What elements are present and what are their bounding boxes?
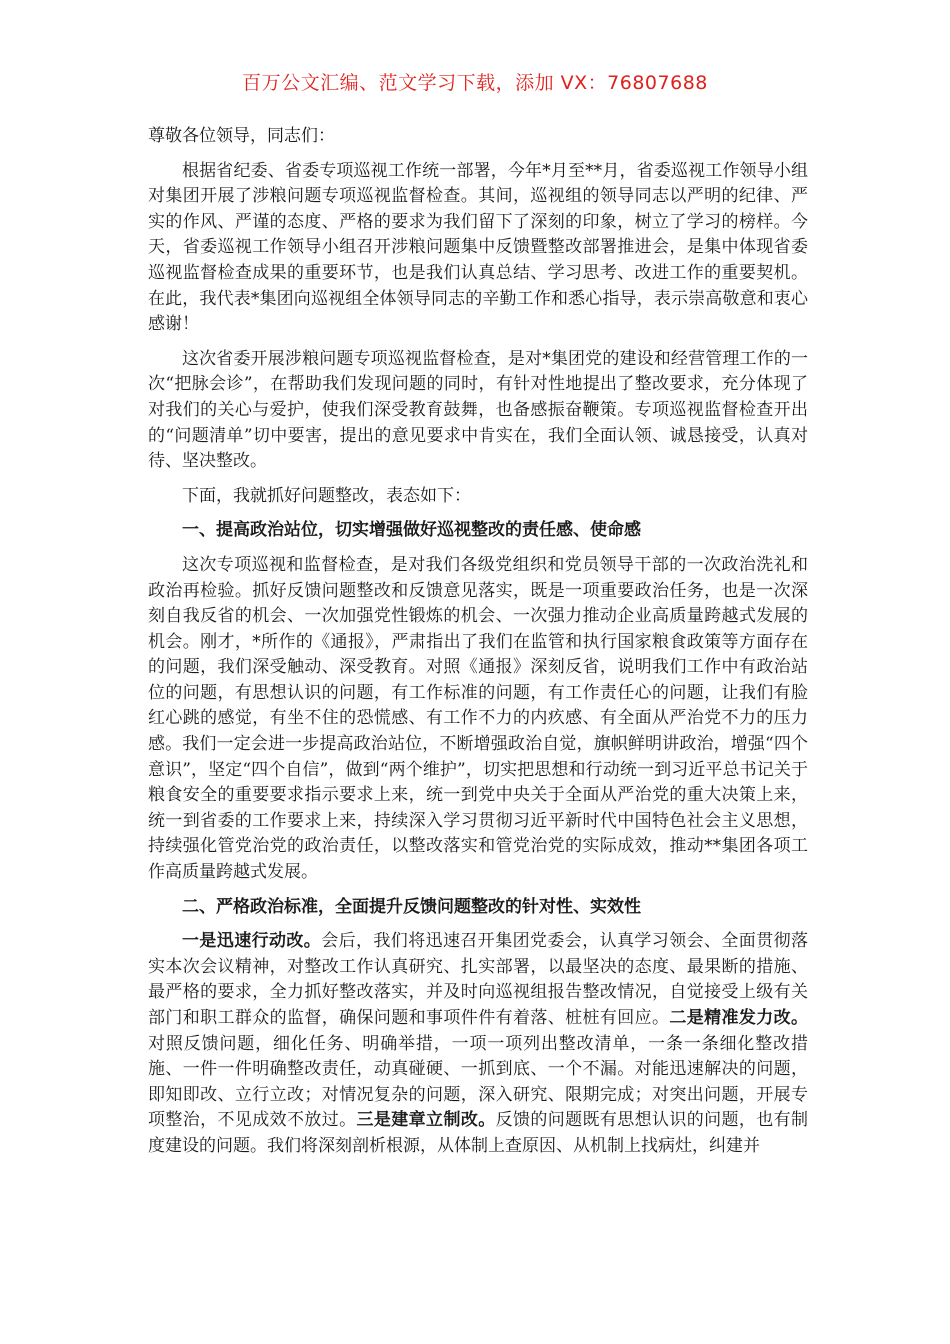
- point-1-lead: 一是迅速行动改。: [182, 931, 322, 952]
- point-2-text: 对照反馈问题，细化任务、明确举措，一项一项列出整改清单，一条一条细化整改措施、一件一件明确整改责任，动真碰硬、一抓到底、一个不漏。对能迅速解决的问题，即知即改、立行立改；对情况复杂的问题，深入研究、限期完成；对突出问题，开展专项整治，不见成效不放过。: [148, 1033, 808, 1131]
- paragraph-5: [148, 929, 808, 1159]
- point-2-lead: 二是精准发力改。: [669, 1008, 809, 1028]
- paragraph-4: 这次专项巡视和监督检查，是对我们各级党组织和党员领导干部的一次政治洗礼和政治再检验。抓好反馈问题整改和反馈意见落实，既是一项重要政治任务，也是一次深刻自我反省的机会、一次加强党性锻炼的机会、一次强力推动企业高质量跨越式发展的机会。刚才，*所作的《通报》，严肃指出了我们在监管和执行国家粮食政策等方面存在的问题，我们深受触动、深受教育。对照《通报》深刻反省，说明我们工作中有政治站位的问题，有思想认识的问题，有工作标准的问题，有工作责任心的问题，让我们有脸红心跳的感觉，有坐不住的恐慌感、有工作不力的内疚感、有全面从严治党不力的压力感。我们一定会进一步提高政治站位，不断增强政治自觉，旗帜鲜明讲政治，增强“四个意识”，坚定“四个自信”，做到“两个维护”，切实把思想和行动统一到习近平总书记关于粮食安全的重要要求指示要求上来，统一到党中央关于全面从严治党的重大决策上来，统一到省委的工作要求上来，持续深入学习贯彻习近平新时代中国特色社会主义思想，持续强化管党治党的政治责任，以整改落实和管党治党的实际成效，推动**集团各项工作高质量跨越式发展。: [148, 554, 808, 883]
- section-heading-1: 一、提高政治站位，切实增强做好巡视整改的责任感、使命感: [182, 520, 641, 541]
- point-3-text: 反馈的问题既有思想认识的问题，也有制度建设的问题。我们将深刻剖析根源，从体制上查原因、从机制上找病灶，纠建并: [148, 1110, 809, 1156]
- point-1-text: 会后，我们将迅速召开集团党委会，认真学习领会、全面贯彻落实本次会议精神，对整改工作认真研究、扎实部署，以最坚决的态度、最果断的措施、最严格的要求，全力抓好整改落实，并及时向巡视组报告整改情况，自觉接受上级有关部门和职工群众的监督，确保问题和事项件件有着落、桩桩有回应。: [148, 931, 809, 1028]
- section-heading-2: 二、严格政治标准，全面提升反馈问题整改的针对性、实效性: [182, 896, 641, 917]
- paragraph-2: 这次省委开展涉粮问题专项巡视监督检查，是对*集团党的建设和经营管理工作的一次“把脉会诊”，在帮助我们发现问题的同时，有针对性地提出了整改要求，充分体现了对我们的关心与爱护，使我们深受教育鼓舞，也备感振奋鞭策。专项巡视监督检查开出的“问题清单”切中要害，提出的意见要求中肯实在，我们全面认领、诚恳接受，认真对待、坚决整改。: [148, 348, 808, 472]
- paragraph-3: 下面，我就抓好问题整改，表态如下：: [182, 485, 471, 506]
- salutation: 尊敬各位领导，同志们：: [148, 126, 335, 146]
- point-3-lead: 三是建章立制改。: [356, 1110, 496, 1131]
- paragraph-1: 根据省纪委、省委专项巡视工作统一部署，今年*月至**月，省委巡视工作领导小组对集团开展了涉粮问题专项巡视监督检查。其间，巡视组的领导同志以严明的纪律、严实的作风、严谨的态度、严格的要求为我们留下了深刻的印象，树立了学习的榜样。今天，省委巡视工作领导小组召开涉粮问题集中反馈暨整改部署推进会，是集中体现省委巡视监督检查成果的重要环节，也是我们认真总结、学习思考、改进工作的重要契机。在此，我代表*集团向巡视组全体领导同志的辛勤工作和悉心指导，表示崇高敬意和衷心感谢！: [148, 160, 808, 335]
- document-body: [148, 124, 808, 1169]
- watermark-banner: 百万公文汇编、范文学习下载，添加 VX：76807688: [242, 72, 708, 94]
